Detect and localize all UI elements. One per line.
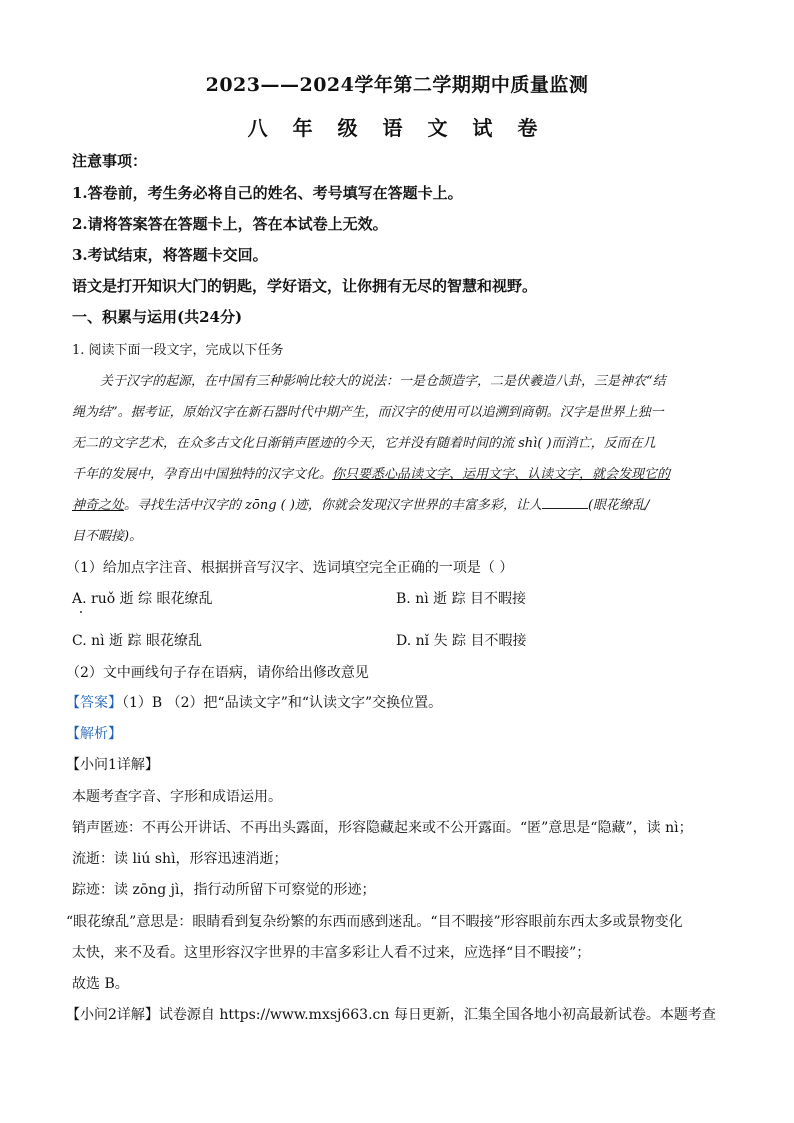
passage-text: (眼花缭乱/ [587,498,650,513]
option-a: A. ruǒ 逝 综 眼花缭乱 [72,591,213,607]
subquestion-1: （1）给加点字注音、根据拼音写汉字、选词填空完全正确的一项是（ ） [66,560,514,576]
analysis-line-2: 销声匿迹：不再公开讲话、不再出头露面，形容隐藏起来或不公开露面。“匿”意思是“隐藏”，读 nì； [72,820,693,836]
passage-line-3: 无二的文字艺术，在众多古文化日渐销声匿迹的今天，它并没有随着时间的流 shì( )而消亡，反而在几 [72,436,656,451]
motto: 语文是打开知识大门的钥匙，学好语文，让你拥有无尽的智慧和视野。 [72,277,538,295]
analysis-tag: 【解析】 [66,726,122,742]
detail-2-line [66,1004,716,1024]
analysis-line-3: 流逝：读 liú shì，形容迅速消逝； [72,851,288,867]
answer-text: （1）B （2）把“品读文字”和“认读文字”交换位置。 [122,695,443,711]
notes-heading: 注意事项： [72,152,148,170]
note-item-1: 1.答卷前，考生务必将自己的姓名、考号填写在答题卡上。 [72,184,463,202]
subquestion-2: （2）文中画线句子存在语病，请你给出修改意见 [66,665,369,681]
passage-line-6: 目不暇接)。 [72,529,143,544]
fill-blank [542,496,588,509]
detail-2-tag: 【小问2详解】 [66,1007,159,1023]
underlined-sentence: 你只要悉心品读文字、运用文字、认读文字，就会发现它的 [332,467,671,482]
note-item-2: 2.请将答案答在答题卡上，答在本试卷上无效。 [72,215,388,233]
passage-text: 千年的发展中，孕育出中国独特的汉字文化。 [72,467,333,482]
option-b: B. nì 逝 踪 目不暇接 [396,591,527,607]
passage-line-1: 关于汉字的起源，在中国有三种影响比较大的说法：一是仓颉造字，二是伏羲造八卦，三是神农“结 [100,374,666,389]
analysis-line-5: “眼花缭乱”意思是：眼睛看到复杂纷繁的东西而感到迷乱。“目不暇接”形容眼前东西太多或景物变化 [66,914,683,930]
detail-1-tag: 【小问1详解】 [66,757,159,773]
underlined-sentence-end: 神奇之处 [72,498,125,513]
exam-subtitle: 八 年 级 语 文 试 卷 [247,116,547,140]
emphasis-dot [80,611,82,613]
question-1: 1. 阅读下面一段文字，完成以下任务 [72,343,284,358]
answer-line [66,692,442,712]
passage-line-4 [72,463,722,482]
passage-line-5 [72,494,722,513]
analysis-line-6: 太快，来不及看。这里形容汉字世界的丰富多彩让人看不过来，应选择“目不暇接”； [72,945,591,961]
passage-line-2: 绳为结”。据考证，原始汉字在新石器时代中期产生，而汉字的使用可以追溯到商朝。汉字是世界上独一 [72,405,664,420]
exam-title: 2023——2024学年第二学期期中质量监测 [205,74,589,96]
note-item-3: 3.考试结束，将答题卡交回。 [72,246,268,264]
analysis-line-4: 踪迹：读 zōng jì，指行动所留下可察觉的形迹； [72,882,376,898]
analysis-line-1: 本题考查字音、字形和成语运用。 [72,789,282,805]
analysis-line-7: 故选 B。 [72,976,129,992]
option-d: D. nǐ 失 踪 目不暇接 [396,633,527,649]
detail-2-text: 试卷源自 https://www.mxsj663.cn 每日更新，汇集全国各地小初高最新试卷。本题考查 [158,1007,716,1023]
section1-heading: 一、积累与运用(共24分) [72,308,243,326]
answer-tag: 【答案】 [66,695,122,711]
option-c: C. nì 逝 踪 眼花缭乱 [72,633,202,649]
passage-text: 。寻找生活中汉字的 zōng ( )迹，你就会发现汉字世界的丰富多彩，让人 [124,498,542,513]
